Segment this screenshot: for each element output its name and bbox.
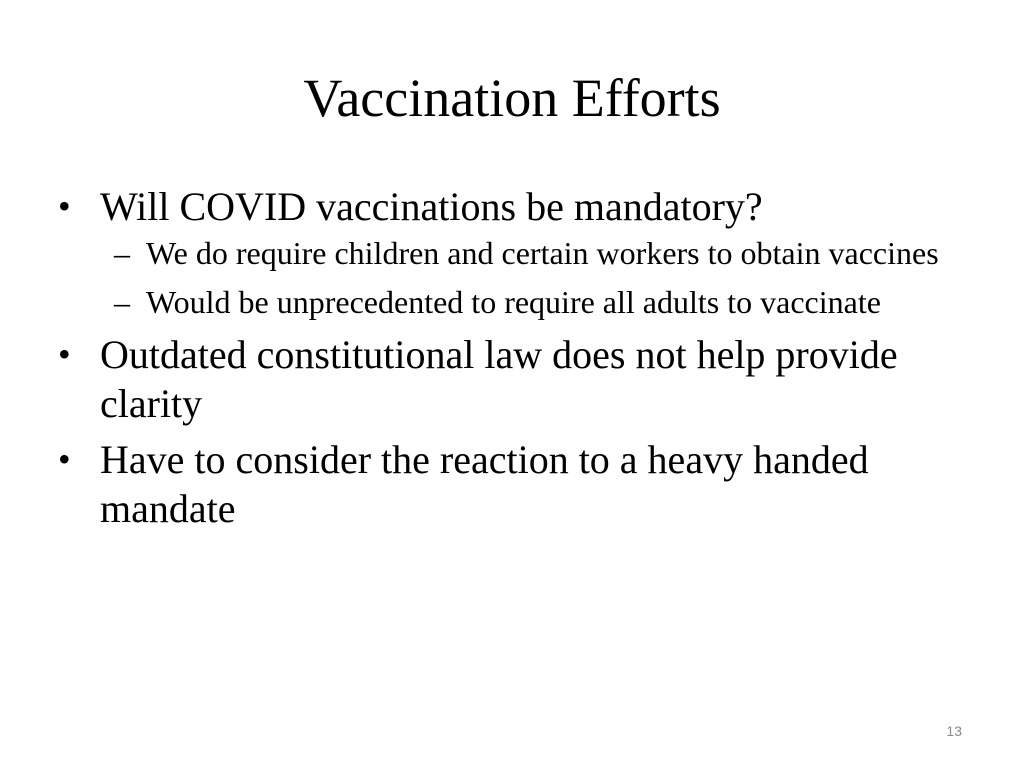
sub-bullet-1-1 bbox=[58, 233, 958, 273]
bullet-3 bbox=[58, 435, 958, 533]
bullet-1 bbox=[58, 182, 958, 231]
sub-bullet-1-1-text: We do require children and certain workers to obtain vaccines bbox=[146, 235, 939, 271]
slide-title: Vaccination Efforts bbox=[303, 68, 721, 128]
bullet-3-text: Have to consider the reaction to a heavy handed mandate bbox=[100, 437, 869, 531]
sub-bullet-1-2 bbox=[58, 282, 958, 322]
bullet-dot-icon: • bbox=[58, 334, 71, 374]
bullet-2-text: Outdated constitutional law does not help provide clarity bbox=[100, 332, 898, 426]
bullet-dot-icon: • bbox=[58, 186, 71, 226]
bullet-1-text: Will COVID vaccinations be mandatory? bbox=[100, 184, 763, 229]
page-number: 13 bbox=[946, 723, 962, 739]
bullet-2 bbox=[58, 330, 958, 428]
sub-bullet-dash-icon: – bbox=[114, 284, 130, 320]
bullet-dot-icon: • bbox=[58, 439, 71, 479]
sub-bullet-1-2-text: Would be unprecedented to require all adults to vaccinate bbox=[146, 284, 881, 320]
slide-content bbox=[58, 182, 958, 533]
sub-bullet-dash-icon: – bbox=[114, 235, 130, 271]
